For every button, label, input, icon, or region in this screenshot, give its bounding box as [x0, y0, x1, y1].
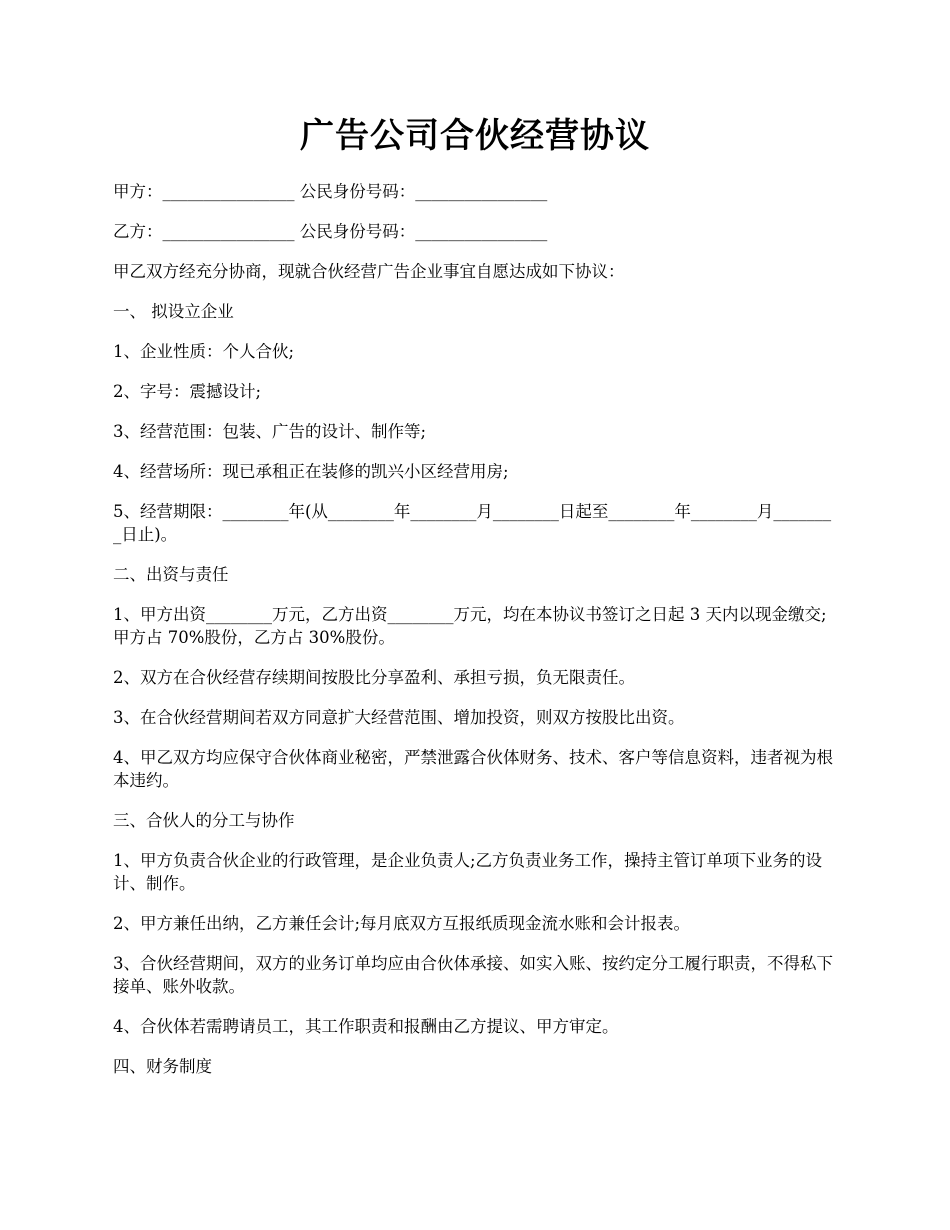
clause-1-2: 2、字号：震撼设计; — [113, 382, 262, 401]
preamble-paragraph: 甲乙双方经充分协商，现就合伙经营广告企业事宜自愿达成如下协议： — [113, 262, 625, 281]
clause-3-1: 1、甲方负责合伙企业的行政管理，是企业负责人;乙方负责业务工作，操持主管订单项下业务的设计、制作。 — [113, 851, 823, 893]
clause-1-5: 5、经营期限：________年(从________年________月________日起至________年________月________日止)。 — [113, 502, 832, 544]
party-a-line: 甲方：________________ 公民身份号码：________________ — [113, 182, 548, 201]
document-title: 广告公司合伙经营协议 — [300, 116, 650, 156]
section-heading-4: 四、财务制度 — [113, 1057, 212, 1076]
party-b-line: 乙方：________________ 公民身份号码：________________ — [113, 222, 548, 241]
clause-3-2: 2、甲方兼任出纳，乙方兼任会计;每月底双方互报纸质现金流水账和会计报表。 — [113, 914, 691, 933]
clause-1-1: 1、企业性质：个人合伙; — [113, 342, 295, 361]
clause-3-3: 3、合伙经营期间，双方的业务订单均应由合伙体承接、如实入账、按约定分工履行职责，不得私下接单、账外收款。 — [113, 954, 833, 996]
clause-2-4: 4、甲乙双方均应保守合伙体商业秘密，严禁泄露合伙体财务、技术、客户等信息资料，违者视为根本违约。 — [113, 748, 833, 790]
clause-2-3: 3、在合伙经营期间若双方同意扩大经营范围、增加投资，则双方按股比出资。 — [113, 708, 685, 727]
section-heading-2: 二、出资与责任 — [113, 565, 229, 584]
clause-1-4: 4、经营场所：现已承租正在装修的凯兴小区经营用房; — [113, 462, 509, 481]
section-heading-1: 一、 拟设立企业 — [113, 302, 234, 321]
document-body — [113, 180, 838, 1095]
clause-2-1: 1、甲方出资________万元，乙方出资________万元，均在本协议书签订之日起 3 天内以现金缴交;甲方占 70%股份，乙方占 30%股份。 — [113, 605, 827, 647]
clause-2-2: 2、双方在合伙经营存续期间按股比分享盈利、承担亏损，负无限责任。 — [113, 668, 635, 687]
section-heading-3: 三、合伙人的分工与协作 — [113, 811, 295, 830]
clause-1-3: 3、经营范围：包装、广告的设计、制作等; — [113, 422, 427, 441]
clause-3-4: 4、合伙体若需聘请员工，其工作职责和报酬由乙方提议、甲方审定。 — [113, 1017, 619, 1036]
